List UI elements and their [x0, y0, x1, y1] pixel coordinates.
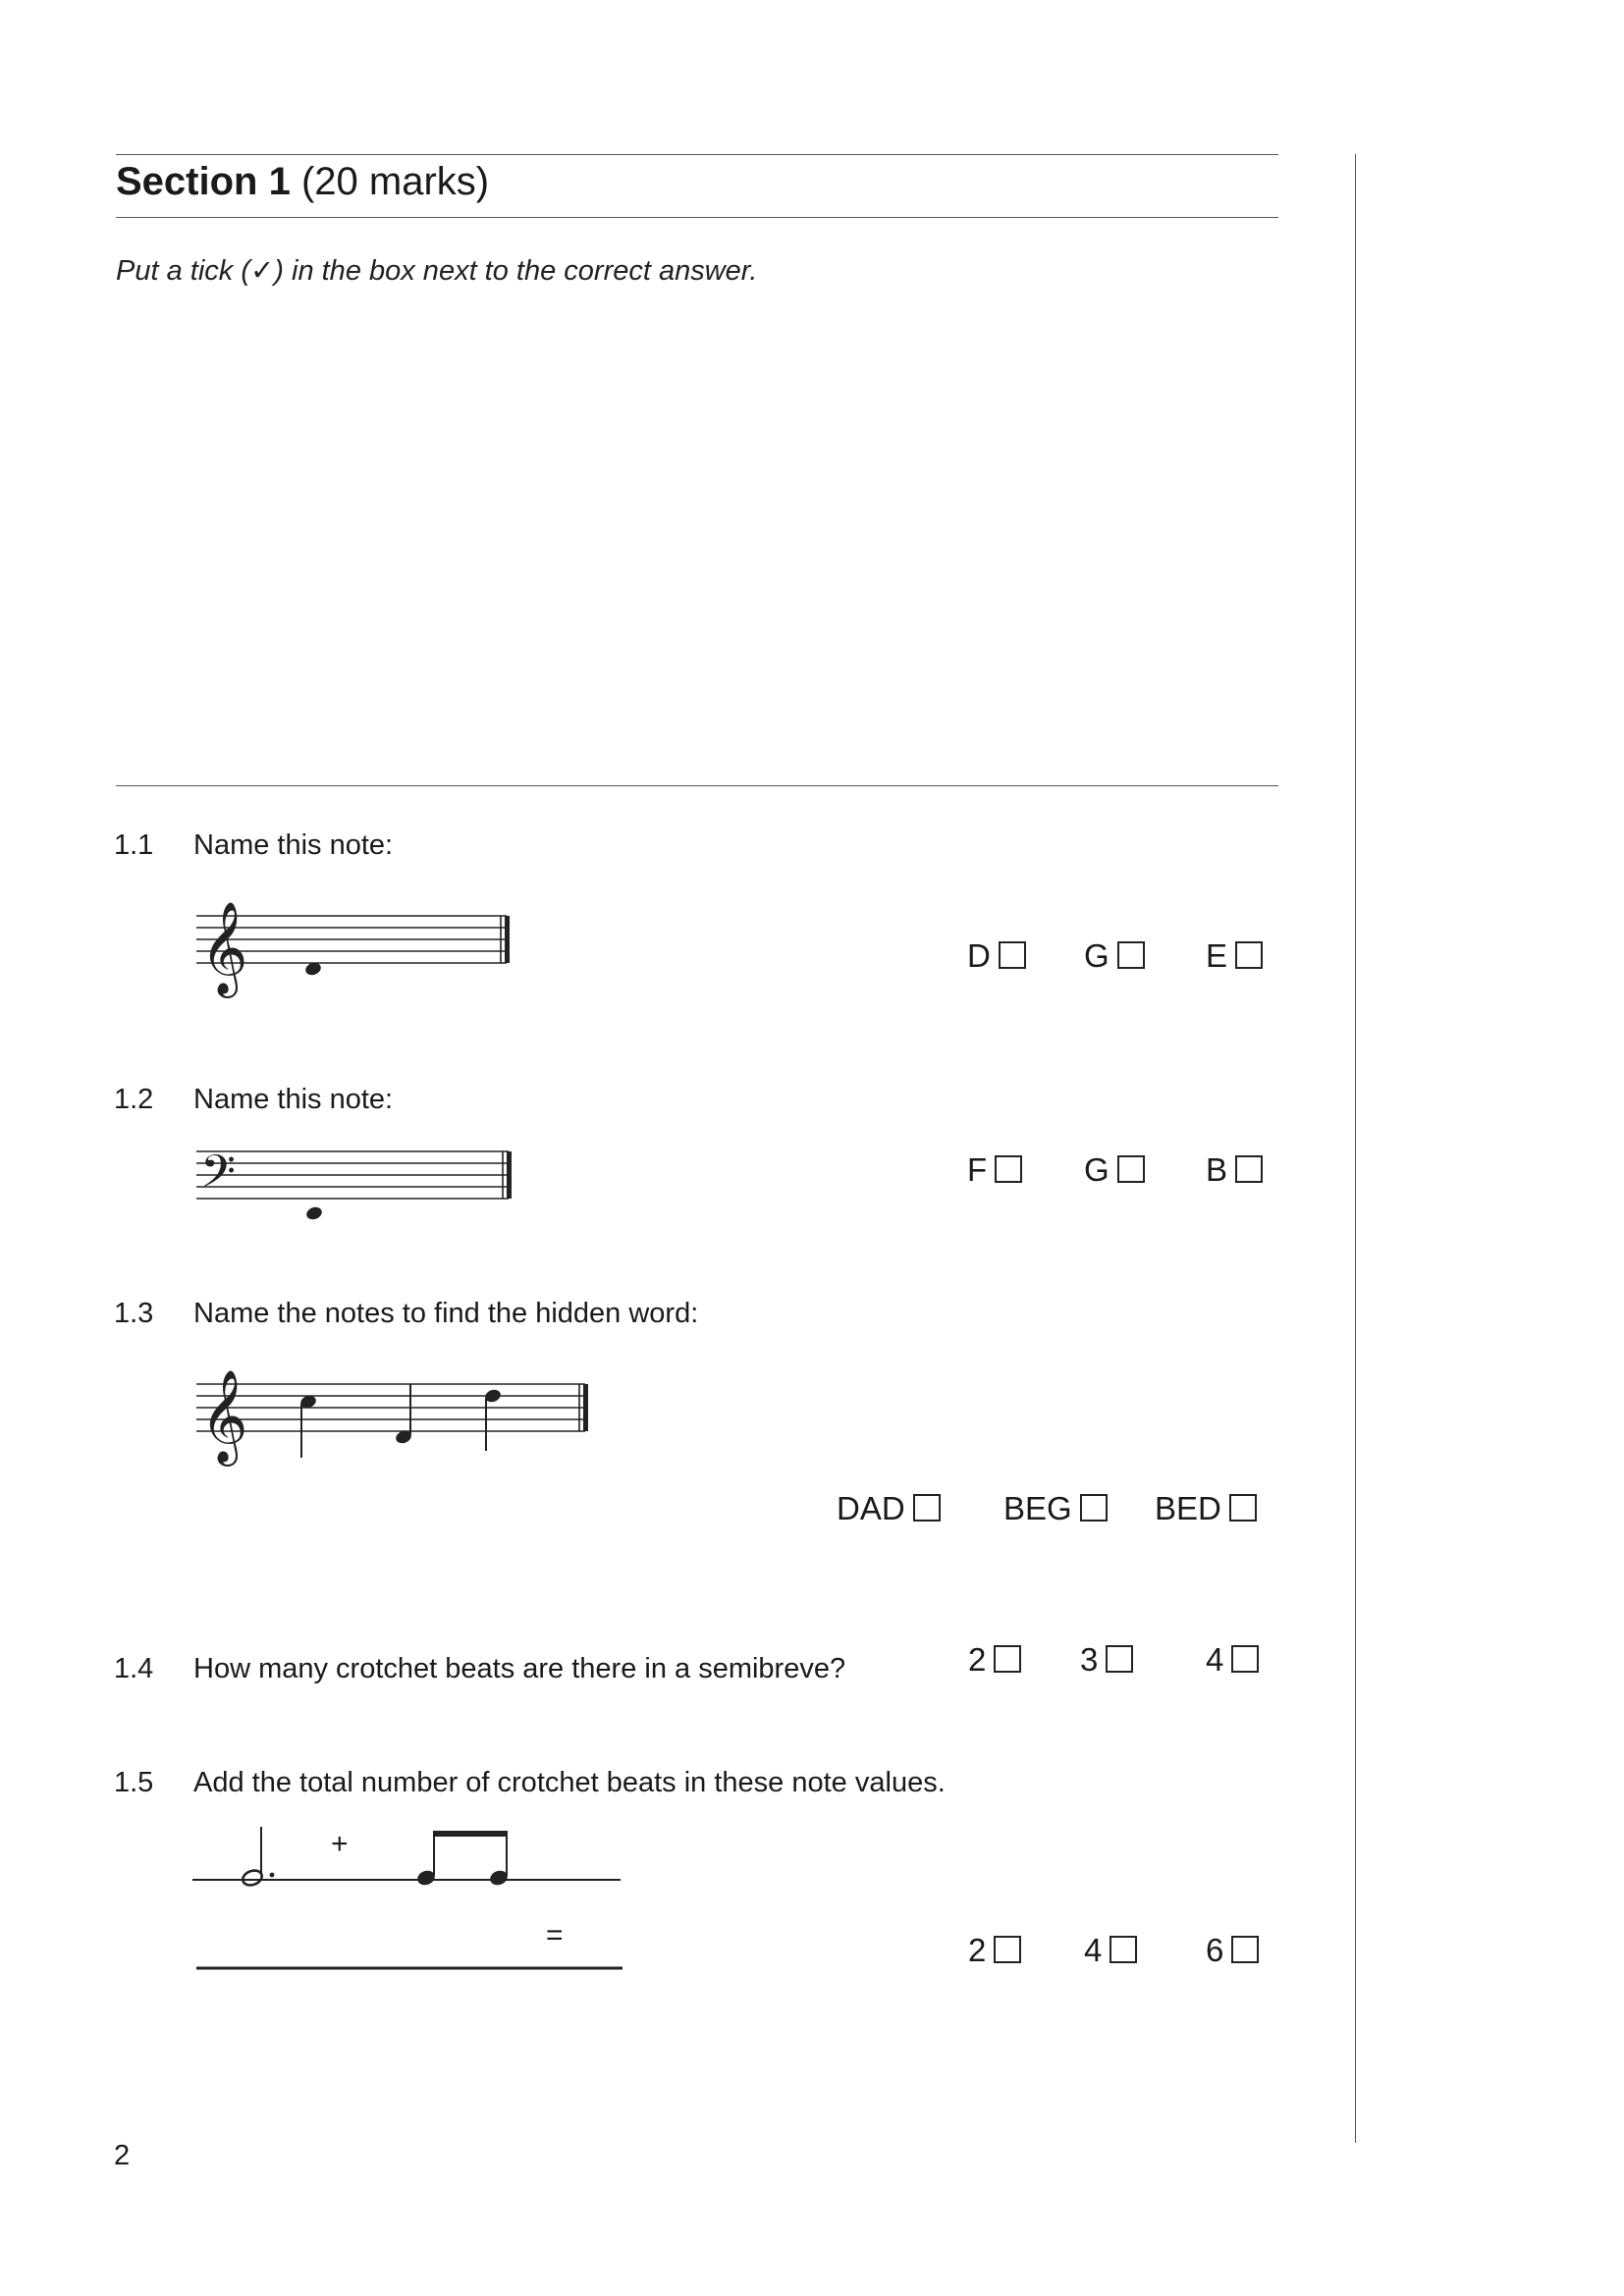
treble-staff-note-icon	[196, 888, 520, 996]
answer-option[interactable]: DAD	[837, 1490, 941, 1527]
question-number: 1.1	[114, 829, 154, 861]
tick-box[interactable]	[999, 941, 1026, 969]
section-heading	[116, 160, 489, 204]
answer-option[interactable]: G	[1084, 1151, 1145, 1189]
tick-box[interactable]	[1117, 941, 1145, 969]
equals-sign: =	[546, 1919, 564, 1951]
answer-option[interactable]: E	[1206, 937, 1263, 975]
page-number: 2	[114, 2140, 131, 2171]
answer-option[interactable]: 2	[968, 1641, 1021, 1679]
tick-box[interactable]	[1110, 1936, 1137, 1963]
question-number: 1.4	[114, 1653, 154, 1684]
question-number: 1.3	[114, 1298, 154, 1329]
tick-box[interactable]	[1231, 1645, 1259, 1673]
section-divider	[116, 785, 1278, 786]
answer-option[interactable]: BEG	[1003, 1490, 1108, 1527]
instruction-text: Put a tick (✓) in the box next to the correct answer.	[116, 255, 758, 287]
question-text: Name this note:	[193, 1084, 394, 1115]
treble-staff-notes-icon	[196, 1355, 599, 1468]
tick-box[interactable]	[913, 1494, 941, 1522]
svg-text:𝄞: 𝄞	[200, 901, 248, 994]
section-title: Section 1	[116, 160, 291, 203]
answer-option[interactable]: 4	[1206, 1641, 1259, 1679]
question-text: How many crotchet beats are there in a semibreve?	[193, 1653, 846, 1684]
header-top-rule	[116, 154, 1278, 155]
answer-option[interactable]: 6	[1206, 1932, 1259, 1969]
tick-box[interactable]	[1117, 1155, 1145, 1183]
answer-option[interactable]: 3	[1080, 1641, 1133, 1679]
question-text: Name the notes to find the hidden word:	[193, 1298, 699, 1329]
question-text: Add the total number of crotchet beats in these note values.	[193, 1767, 946, 1798]
question-number: 1.2	[114, 1084, 154, 1115]
tick-box[interactable]	[1080, 1494, 1108, 1522]
tick-box[interactable]	[1231, 1936, 1259, 1963]
header-bottom-rule	[116, 217, 1278, 218]
plus-sign: +	[331, 1828, 349, 1860]
note-values-sum-icon	[192, 1821, 634, 1978]
svg-text:𝄢: 𝄢	[200, 1146, 237, 1209]
answer-option[interactable]: F	[967, 1151, 1022, 1189]
margin-rule	[1355, 154, 1356, 2143]
tick-box[interactable]	[1106, 1645, 1133, 1673]
bass-staff-note-icon	[196, 1139, 520, 1237]
question-number: 1.5	[114, 1767, 154, 1798]
answer-option[interactable]: 4	[1084, 1932, 1137, 1969]
question-text: Name this note:	[193, 829, 394, 861]
answer-option[interactable]: B	[1206, 1151, 1263, 1189]
tick-box[interactable]	[1229, 1494, 1257, 1522]
answer-option[interactable]: 2	[968, 1932, 1021, 1969]
tick-box[interactable]	[994, 1936, 1021, 1963]
answer-option[interactable]: G	[1084, 937, 1145, 975]
tick-box[interactable]	[995, 1155, 1022, 1183]
answer-option[interactable]: D	[967, 937, 1026, 975]
svg-text:𝄞: 𝄞	[200, 1369, 248, 1463]
tick-box[interactable]	[994, 1645, 1021, 1673]
tick-box[interactable]	[1235, 941, 1263, 969]
answer-option[interactable]: BED	[1155, 1490, 1257, 1527]
tick-box[interactable]	[1235, 1155, 1263, 1183]
section-marks: (20 marks)	[300, 160, 490, 203]
